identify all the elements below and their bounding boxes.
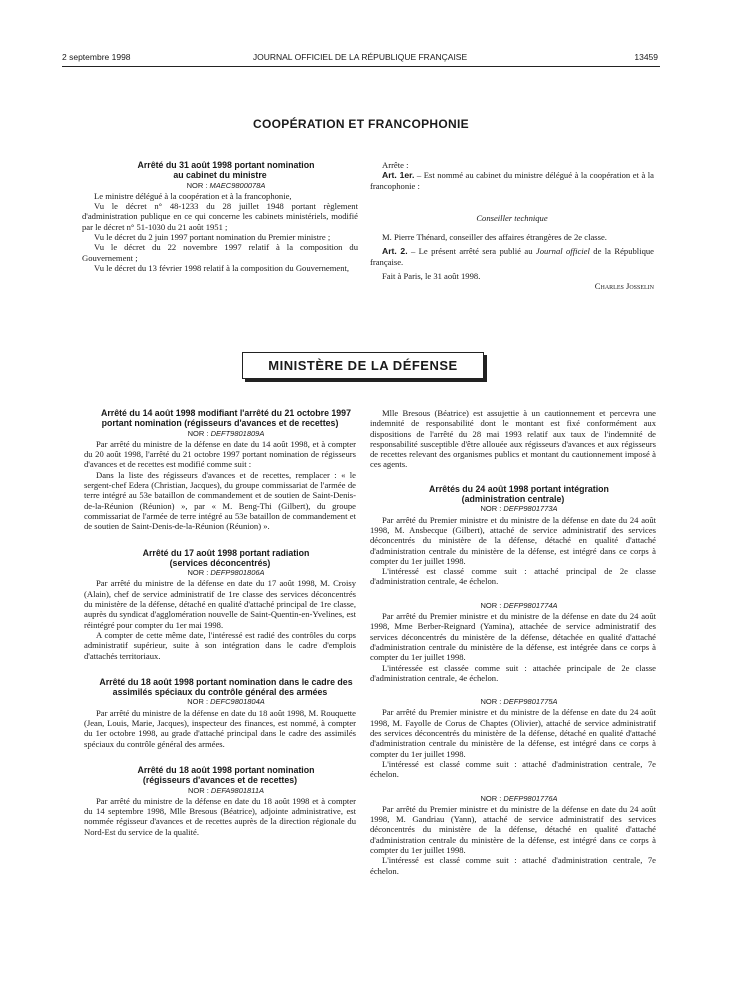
paragraph: A compter de cette même date, l'intéressé est radié des contrôles du corps administratif supérieur, suite à son intégration dans le cadre d'emplois d'attachés territoriaux. <box>84 629 356 661</box>
arrete-title: Arrêté du 31 août 1998 portant nomination au cabinet du ministre <box>137 160 315 181</box>
cooperation-left-column <box>82 160 358 273</box>
nor-label: NOR : <box>186 180 208 190</box>
paragraph: Par arrêté du Premier ministre et du ministre de la défense en date du 24 août 1998, Mme Berber-Reignard (Yamina), attachée de service administratif des services déconcentrés du ministère de la défense, détachée en qualité d'attaché d'administration centrale du ministère de la défense, est intégrée dans ce corps à compter du 1er juillet 1998. <box>370 611 656 663</box>
article-1 <box>370 170 654 191</box>
signature: Charles Josselin <box>594 281 654 292</box>
nor-code: DEFP9801773A <box>503 504 558 514</box>
nor-line: NOR : DEFC9801804A <box>187 697 265 707</box>
nor-code: DEFT9801809A <box>210 428 265 438</box>
person-line: M. Pierre Thénard, conseiller des affaires étrangères de 2e classe. <box>382 232 607 243</box>
nor-code: DEFP9801776A <box>503 793 558 803</box>
article-1-label: Art. 1er. <box>382 170 415 181</box>
article-2 <box>370 246 654 267</box>
paragraph: Par arrêté du Premier ministre et du ministre de la défense en date du 24 août 1998, M. Ansbecque (Gilbert), attaché de service administratif des services déconcentrés du ministère de la défense, détaché en qualité d'attaché d'administration centrale du ministère de la défense, est intégré dans ce corps à compter du 1er juillet 1998. <box>370 514 656 566</box>
paragraph: L'intéressé est classé comme suit : attaché principal de 2e classe d'administration centrale, 4e échelon. <box>370 566 656 587</box>
nor-line: NOR : DEFP9801775A <box>480 697 558 707</box>
paragraph: Par arrêté du ministre de la défense en date du 18 août 1998 et à compter du 14 septembre 1998, Mlle Bresous (Béatrice), adjointe administrative, est nommée régisseur d'avances et de recettes auprès de la direction régionale du Nord-Est du service de la qualité. <box>84 795 356 837</box>
place-date: Fait à Paris, le 31 août 1998. <box>382 271 481 282</box>
nor-code: MAEC9800078A <box>209 180 266 190</box>
visa-line: Vu le décret du 13 février 1998 relatif à la composition du Gouvernement, <box>94 262 350 273</box>
nor-code: DEFA9801811A <box>210 785 264 795</box>
arrete-title: Arrêté du 18 août 1998 portant nomination (régisseurs d'avances et de recettes) <box>137 764 315 786</box>
running-header <box>62 52 658 66</box>
nor-code: DEFP9801774A <box>503 600 558 610</box>
arrete-title: Arrêté du 17 août 1998 portant radiation (services déconcentrés) <box>142 547 310 568</box>
page-number: 13459 <box>634 52 658 62</box>
nor-code: DEFC9801804A <box>210 697 265 707</box>
journal-title: JOURNAL OFFICIEL DE LA RÉPUBLIQUE FRANÇAISE <box>252 52 468 62</box>
article-1-text: – Est nommé au cabinet du ministre délégué à la coopération et à la francophonie : <box>370 170 654 191</box>
section-title-defense: MINISTÈRE DE LA DÉFENSE <box>242 352 484 379</box>
paragraph: L'intéressé est classé comme suit : attaché d'administration centrale, 7e échelon. <box>370 855 656 876</box>
nor-line: NOR : DEFP9801776A <box>480 793 558 803</box>
paragraph: Par arrêté du ministre de la défense en date du 17 août 1998, M. Croisy (Alain), chef de service administratif de 1re classe des services déconcentrés du ministère de la défense, détaché en qualité d'attaché principal de 1re classe, auprès du syndicat d'agglomération nouvelle de Saint-Quentin-en-Yvelines, est réintégré pour compter du 1er mai 1998. <box>84 578 356 630</box>
visa-line: Le ministre délégué à la coopération et à la francophonie, <box>94 190 292 201</box>
defense-left-column <box>84 408 356 837</box>
visa-line: Vu le décret du 2 juin 1997 portant nomination du Premier ministre ; <box>94 232 331 243</box>
nor-code: DEFP9801775A <box>503 697 558 707</box>
journal-name: Journal officiel <box>535 246 590 257</box>
article-2-label: Art. 2. <box>382 246 408 257</box>
section-title-cooperation: COOPÉRATION ET FRANCOPHONIE <box>253 117 469 131</box>
defense-right-column <box>370 408 656 876</box>
paragraph: Mlle Bresous (Béatrice) est assujettie à un cautionnement et percevra une indemnité de responsabilité dont le montant est fixé conformément aux dispositions de l'arrêté du 28 mai 1993 relatif aux taux de l'indemnité de responsabilité susceptible d'être allouée aux régisseurs d'avances et aux régisseurs de recettes relevant des organismes publics et montant du cautionnement imposé à ces agents. <box>370 408 656 470</box>
paragraph: Par arrêté du ministre de la défense en date du 14 août 1998, et à compter du 20 août 1998, l'arrêté du 21 octobre 1997 portant nomination de régisseurs d'avances et de recettes est modifié comme suit : <box>84 438 356 470</box>
article-2-text-b: de la République française. <box>370 246 654 267</box>
arrete-word: Arrête : <box>382 160 409 170</box>
header-rule <box>62 66 660 67</box>
nor-line: NOR : DEFP9801773A <box>480 504 558 514</box>
nor-line: NOR : DEFT9801809A <box>187 428 265 438</box>
arrete-title: Arrêté du 14 août 1998 modifiant l'arrêté du 21 octobre 1997 portant nomination (régisseurs d'avances et de recettes) <box>101 408 351 429</box>
paragraph: Par arrêté du Premier ministre et du ministre de la défense en date du 24 août 1998, M. Fayolle de Corus de Chaptes (Olivier), attaché de service administratif des services déconcentrés du ministère de la défense, détaché en qualité d'attaché d'administration centrale du ministère de la défense, est intégré dans ce corps à compter du 1er juillet 1998. <box>370 707 656 759</box>
paragraph: L'intéressé est classé comme suit : attaché d'administration centrale, 7e échelon. <box>370 758 656 780</box>
paragraph: L'intéressée est classée comme suit : attachée principale de 2e classe d'administration centrale, 4e échelon. <box>370 662 656 683</box>
visa-line: Vu le décret du 22 novembre 1997 relatif à la composition du Gouvernement ; <box>82 242 358 263</box>
nor-line: NOR : DEFP9801774A <box>480 600 558 610</box>
issue-date: 2 septembre 1998 <box>62 52 131 62</box>
nor-line: NOR : DEFA9801811A <box>187 785 264 795</box>
paragraph: Par arrêté du Premier ministre et du ministre de la défense en date du 24 août 1998, M. Gandriau (Yann), attaché de service administratif des services déconcentrés du ministère de la défense, détaché en qualité d'attaché d'administration centrale du ministère de la défense, est intégré dans ce corps à compter du 1er juillet 1998. <box>370 803 656 855</box>
arrete-title: Arrêtés du 24 août 1998 portant intégration (administration centrale) <box>429 483 609 505</box>
article-2-text-a: – Le présent arrêté sera publié au <box>407 246 536 257</box>
visa-line: Vu le décret n° 48-1233 du 28 juillet 1948 portant règlement d'administration publique en ce qui concerne les cabinets ministériels, modifié par le décret n° 51-1030 du 21 août 1951 ; <box>82 201 358 232</box>
paragraph: Par arrêté du ministre de la défense en date du 18 août 1998, M. Rouquette (Jean, Louis, Marie, Jacques), inspecteur des finances, est nommé, à compter du 1er octobre 1998, au grade d'attaché principal dans le cadre des assimilés spéciaux du contrôle général des armées. <box>84 707 356 749</box>
cooperation-right-column <box>370 160 654 292</box>
nor-code: DEFP9801806A <box>210 568 265 578</box>
nor-line: NOR : DEFP9801806A <box>187 568 265 578</box>
role-title: Conseiller technique <box>476 212 548 223</box>
paragraph: Dans la liste des régisseurs d'avances et de recettes, remplacer : « le sergent-chef Edera (Christian, Jacques), du groupe commissariat de l'armée de terre intégré au 53e bataillon de commandement et de soutien de Saint-Denis-de-la-Réunion (Réunion) », par « M. Beng-Thi (Gilbert), du groupe commissariat de l'armée de terre intégré au 53e bataillon de commandement et de soutien de Saint-Denis-de-la-Réunion (Réunion) ». <box>84 469 356 532</box>
nor-line <box>82 181 358 191</box>
arrete-title: Arrêté du 18 août 1998 portant nomination dans le cadre des assimilés spéciaux du contrôle général des armées <box>99 676 353 698</box>
